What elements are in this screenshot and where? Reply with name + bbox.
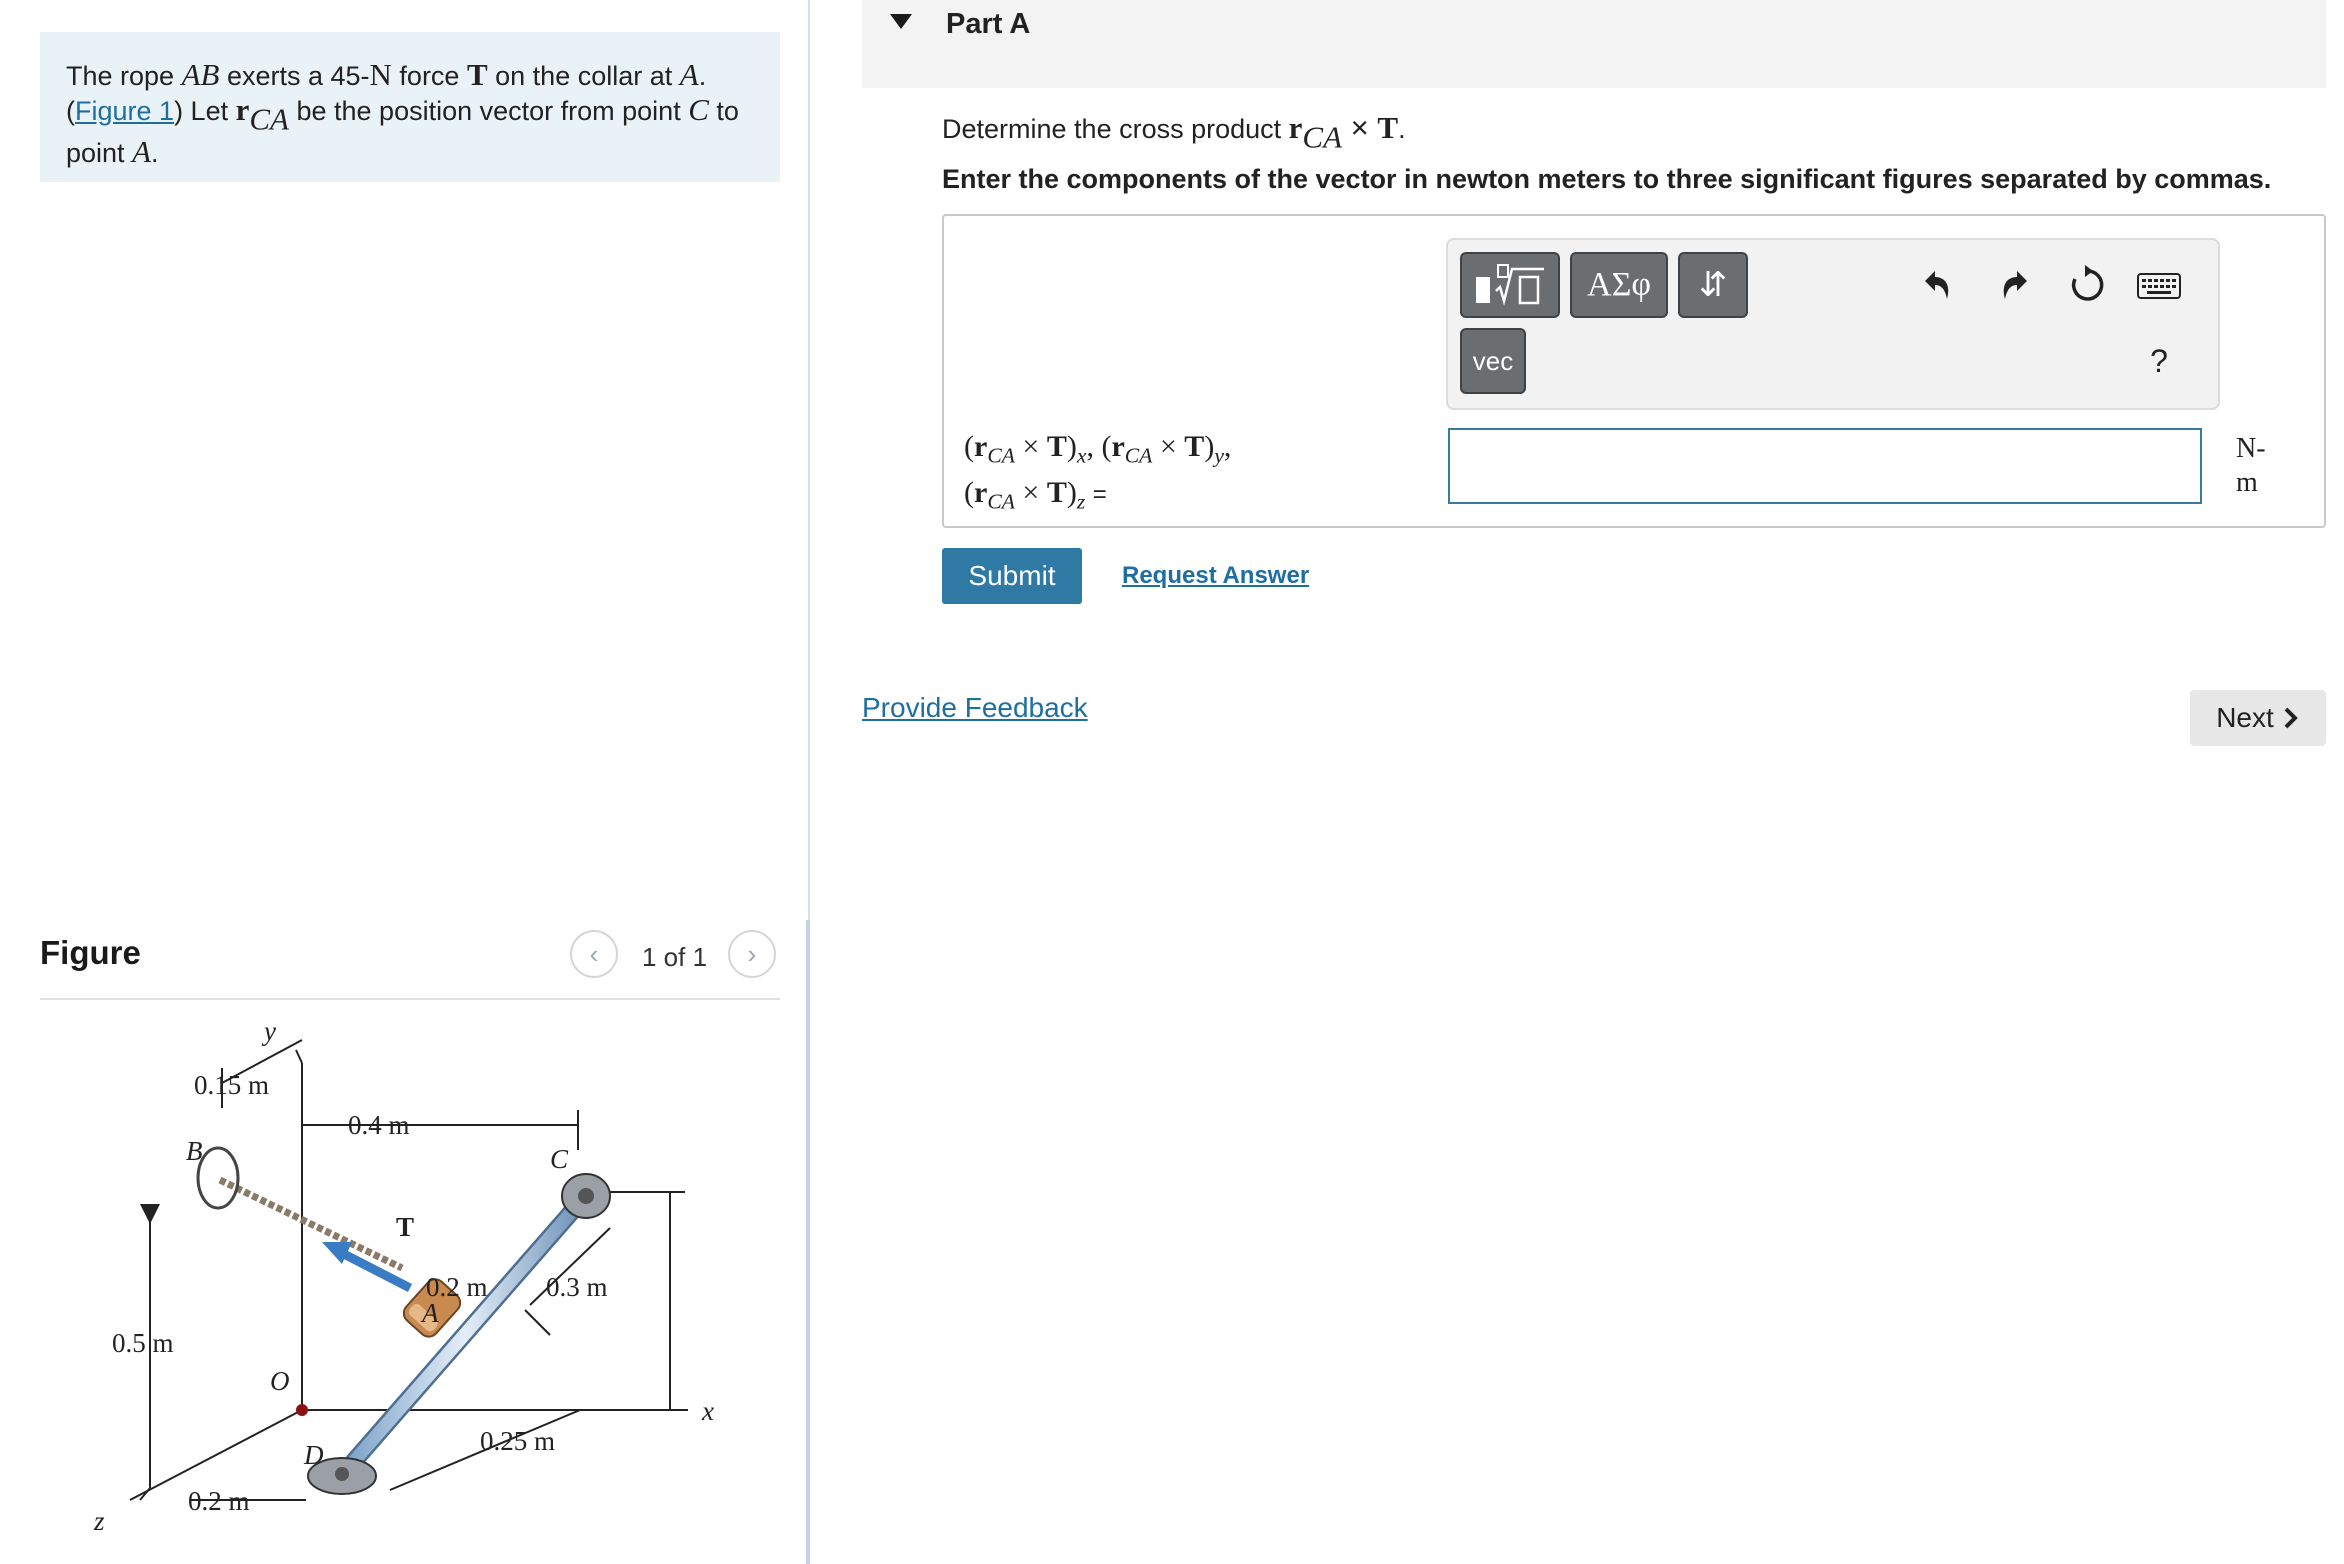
figure-header	[40, 920, 780, 1000]
answer-label: $(r_{CA} \times T)_x$, $(r_{CA} \times T)_y$, $(r_{CA} \times T)_z$ =	[964, 430, 1232, 514]
axes	[130, 1040, 688, 1500]
problem-text: on the collar at	[487, 61, 680, 91]
problem-text: ) Let	[174, 96, 236, 126]
problem-text: The rope	[66, 61, 182, 91]
label-a: A	[422, 1298, 439, 1328]
vector-button[interactable]: vec	[1460, 328, 1526, 394]
label-04m: 0.4 m	[348, 1110, 410, 1140]
arrows-button[interactable]: ⇵	[1678, 252, 1748, 318]
figure-page-indicator: 1 of 1	[642, 942, 708, 972]
label-t: T	[396, 1212, 415, 1242]
math-unit: N	[369, 57, 392, 92]
greek-letters-button[interactable]: ΑΣφ	[1570, 252, 1668, 318]
label-o: O	[270, 1366, 290, 1396]
problem-text: .	[151, 138, 159, 169]
problem-text: . (	[66, 61, 707, 126]
next-figure-button[interactable]	[728, 930, 776, 978]
templates-button[interactable]	[1460, 252, 1560, 318]
math-rope: AB	[181, 57, 220, 92]
origin-point	[296, 1404, 308, 1416]
label-b: B	[186, 1136, 203, 1166]
label-03m: 0.3 m	[546, 1272, 608, 1302]
next-button[interactable]	[2190, 690, 2326, 746]
provide-feedback-link[interactable]: Provide Feedback	[862, 692, 1088, 723]
submit-button[interactable]: Submit	[942, 548, 1082, 604]
rope-ab	[220, 1180, 402, 1268]
label-z: z	[94, 1506, 105, 1536]
label-05m: 0.5 m	[112, 1328, 174, 1358]
chevron-left-icon: ‹	[589, 938, 599, 969]
problem-text: to point	[66, 96, 739, 169]
next-button-label: Next	[2216, 702, 2274, 733]
figure-diagram	[70, 1010, 750, 1550]
redo-icon[interactable]	[1988, 258, 2042, 312]
math-vector: r	[235, 92, 250, 127]
math-point: A	[679, 57, 699, 92]
label-015m: 0.15 m	[194, 1070, 270, 1100]
problem-text: be the position vector from point	[288, 96, 689, 126]
math-toolbar	[1446, 238, 2220, 410]
figure-link[interactable]: Figure 1	[75, 96, 175, 126]
problem-text: force	[391, 61, 467, 91]
math-point: C	[688, 92, 709, 127]
keyboard-icon[interactable]	[2134, 266, 2184, 306]
math-subscript: CA	[249, 101, 289, 137]
chevron-right-icon: ›	[747, 938, 757, 969]
problem-text: exerts a 45-	[219, 61, 370, 91]
label-x: x	[702, 1396, 714, 1426]
label-y: y	[264, 1016, 276, 1046]
templates-icon	[1470, 261, 1550, 309]
previous-figure-button[interactable]	[570, 930, 618, 978]
part-header[interactable]	[862, 0, 2326, 88]
label-c: C	[550, 1144, 569, 1174]
reset-icon[interactable]	[2060, 258, 2114, 312]
part-title[interactable]: Part A	[946, 8, 1031, 40]
request-answer-link[interactable]: Request Answer	[1122, 562, 1310, 589]
problem-pane	[0, 0, 810, 1564]
label-d: D	[304, 1440, 324, 1470]
help-icon[interactable]: ?	[2150, 342, 2168, 379]
question-text: Determine the cross product rCA × T.	[942, 110, 1406, 155]
answer-input[interactable]	[1448, 428, 2202, 504]
label-02m-rod: 0.2 m	[426, 1272, 488, 1302]
unit-label: N- m	[2236, 433, 2266, 498]
eyelet-b	[198, 1148, 238, 1208]
label-025m: 0.25 m	[480, 1426, 556, 1456]
undo-icon[interactable]	[1910, 258, 1964, 312]
math-point: A	[132, 134, 151, 170]
problem-statement	[40, 32, 780, 182]
caret-down-icon[interactable]	[890, 14, 912, 29]
math-force: T	[466, 57, 488, 92]
chevron-right-icon	[2282, 706, 2300, 730]
instruction-text: Enter the components of the vector in newton meters to three significant figures separated by commas.	[942, 164, 2272, 194]
label-02m-bottom: 0.2 m	[188, 1486, 250, 1516]
figure-title: Figure	[40, 934, 141, 971]
pane-divider-accent	[806, 920, 810, 1564]
